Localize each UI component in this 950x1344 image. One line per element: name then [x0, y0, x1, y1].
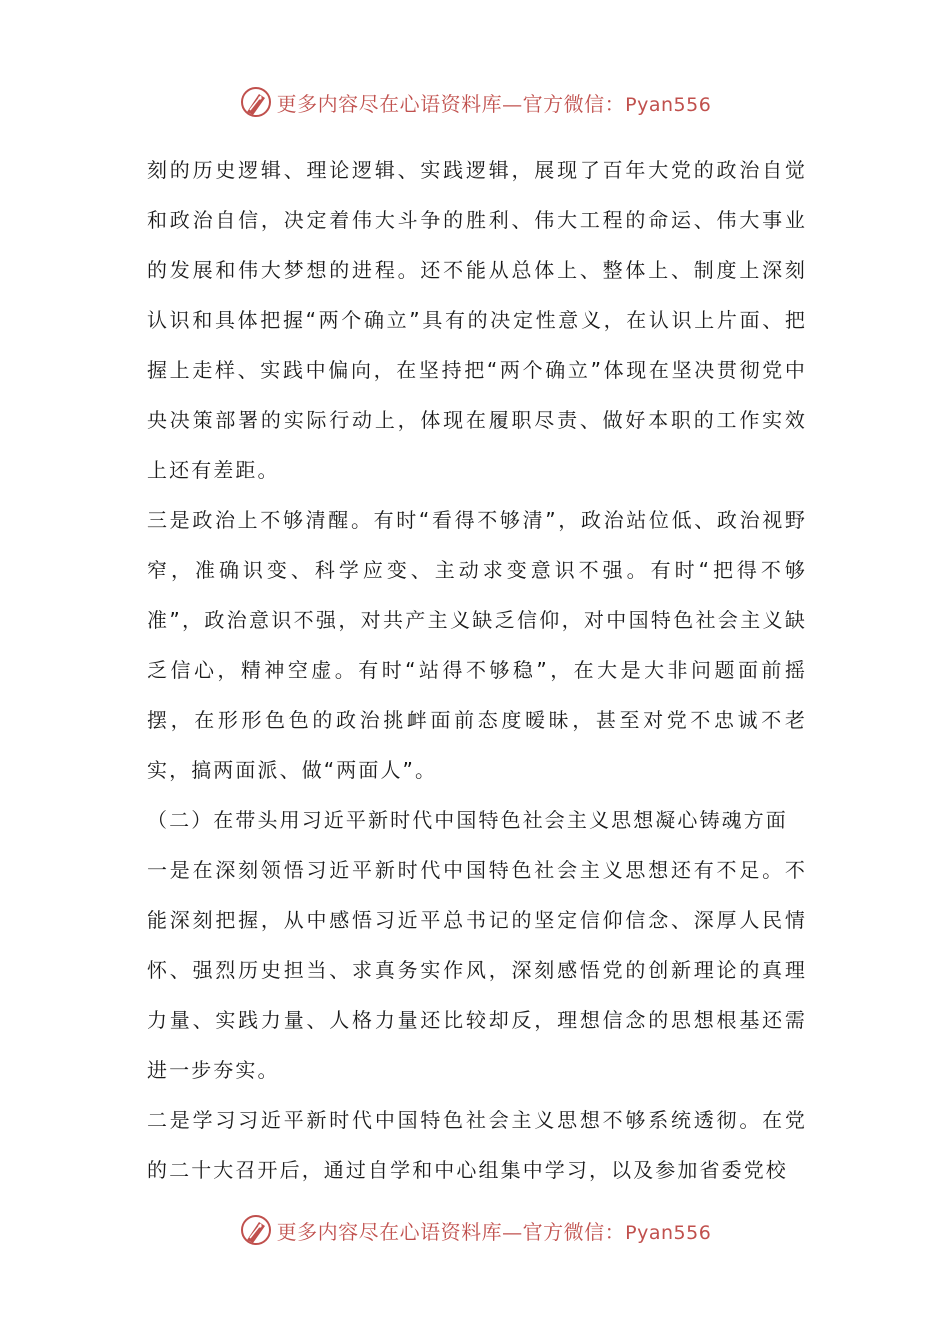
section-heading-two: （二）在带头用习近平新时代中国特色社会主义思想凝心铸魂方面	[147, 808, 788, 832]
footer-watermark-text	[277, 1216, 712, 1245]
header-watermark-cn: 更多内容尽在心语资料库—官方微信：	[276, 91, 626, 116]
header-watermark	[0, 82, 950, 122]
paragraph-point-one: 一是在深刻领悟习近平新时代中国特色社会主义思想还有不足。不能深刻把握，从中感悟习近平总书记的坚定信仰信念、深厚人民情怀、强烈历史担当、求真务实作风，深刻感悟党的创新理论的真理力量、实践力量、人格力量还比较却反，理想信念的思想根基还需进一步夯实。	[147, 858, 807, 1082]
paragraph-point-two: 二是学习习近平新时代中国特色社会主义思想不够系统透彻。在党的二十大召开后，通过自学和中心组集中学习，以及参加省委党校	[147, 1108, 807, 1182]
header-watermark-text	[277, 88, 712, 117]
document-body	[147, 145, 807, 1195]
footer-watermark-wechat-id: Pyan556	[625, 1221, 712, 1244]
pen-nib-logo-icon	[239, 85, 273, 119]
footer-watermark	[0, 1210, 950, 1250]
footer-watermark-cn: 更多内容尽在心语资料库—官方微信：	[276, 1219, 626, 1244]
paragraph-continuation: 刻的历史逻辑、理论逻辑、实践逻辑，展现了百年大党的政治自觉和政治自信，决定着伟大斗争的胜利、伟大工程的命运、伟大事业的发展和伟大梦想的进程。还不能从总体上、整体上、制度上深刻认识和具体把握“两个确立”具有的决定性意义，在认识上片面、把握上走样、实践中偏向，在坚持把“两个确立”体现在坚决贯彻党中央决策部署的实际行动上，体现在履职尽责、做好本职的工作实效上还有差距。	[147, 158, 807, 482]
pen-nib-logo-icon	[239, 1213, 273, 1247]
paragraph-point-three: 三是政治上不够清醒。有时“看得不够清”，政治站位低、政治视野窄，准确识变、科学应变、主动求变意识不强。有时“把得不够准”，政治意识不强，对共产主义缺乏信仰，对中国特色社会主义缺乏信心，精神空虚。有时“站得不够稳”，在大是大非问题面前摇摆，在形形色色的政治挑衅面前态度暧昧，甚至对党不忠诚不老实，搞两面派、做“两面人”。	[147, 508, 807, 782]
header-watermark-wechat-id: Pyan556	[625, 93, 712, 116]
